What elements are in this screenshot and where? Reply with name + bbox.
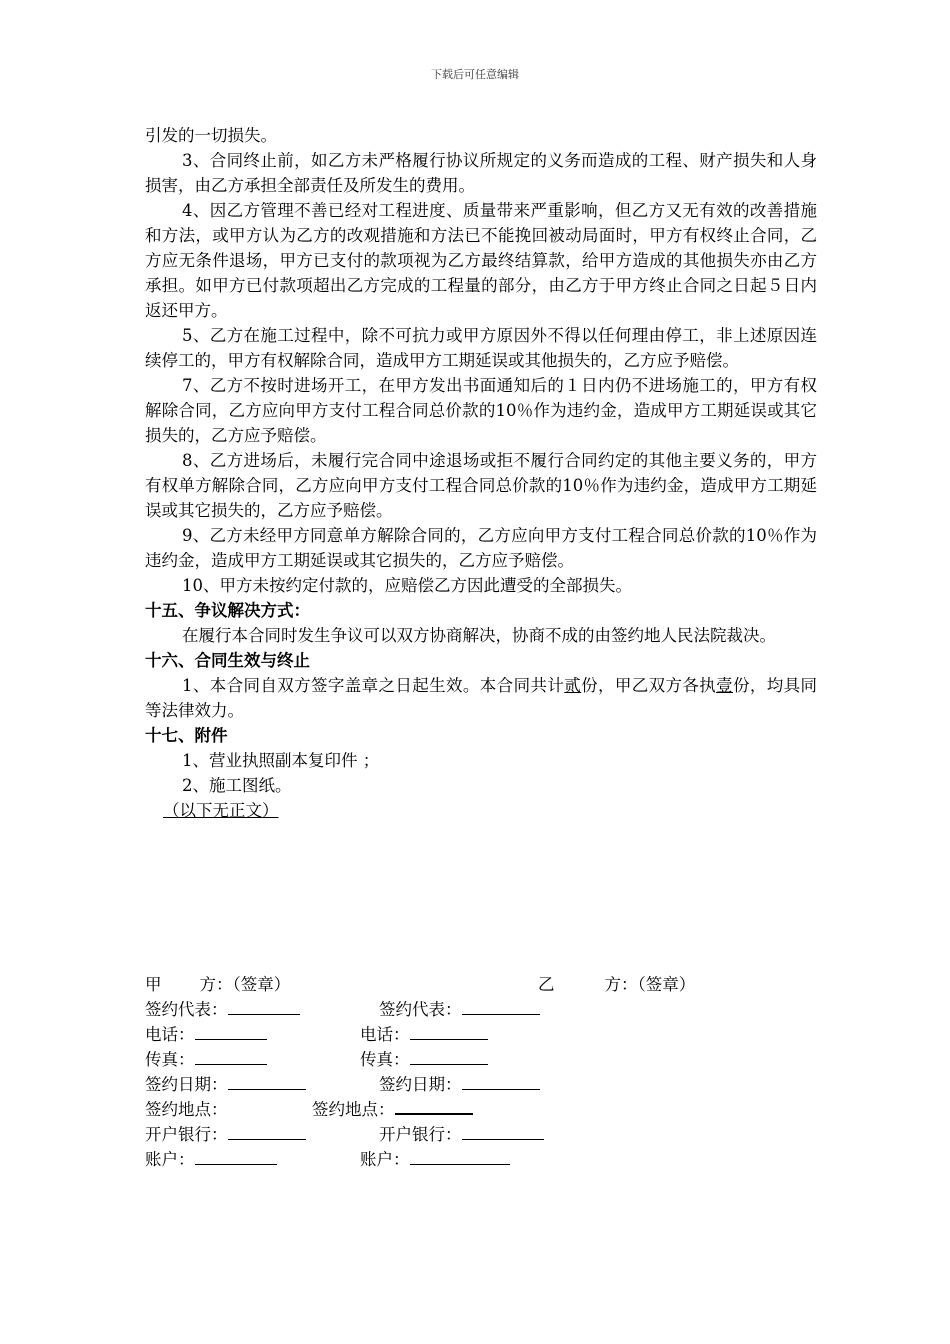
clause-10: 10、甲方未按约定付款的，应赔偿乙方因此遭受的全部损失。: [182, 576, 632, 595]
party-b-rep-field: [379, 996, 540, 1020]
party-a-account-label: 账户：: [145, 1150, 195, 1169]
copies-total: 贰: [564, 676, 582, 695]
section-15-text: 在履行本合同时发生争议可以双方协商解决，协商不成的由签约地人民法院裁决。: [182, 626, 776, 645]
party-a-phone-field: [145, 1021, 267, 1045]
party-b-fax-label: 传真：: [360, 1050, 410, 1069]
party-a-rep-field: [145, 996, 300, 1020]
party-b-date-blank[interactable]: [462, 1088, 540, 1090]
party-b-fax-field: [360, 1046, 488, 1070]
party-a-rep-blank[interactable]: [228, 1013, 300, 1015]
clause-4: 4、因乙方管理不善已经对工程进度、质量带来严重影响，但乙方又无有效的改善措施和方法，或甲方认为乙方的改观措施和方法已不能挽回被动局面时，甲方有权终止合同，乙方应无条件退场，甲方已支付的款项视为乙方最终结算款，给甲方造成的其他损失亦由乙方承担。如甲方已付款项超出乙方完成的工程量的部分，由乙方于甲方终止合同之日起５日内返还甲方。: [145, 201, 817, 320]
party-b-account-field: [360, 1146, 510, 1170]
party-b-phone-field: [360, 1021, 488, 1045]
attachment-item: 2、施工图纸。: [182, 776, 292, 795]
party-b-date-field: [379, 1071, 540, 1095]
party-a-bank-blank[interactable]: [228, 1138, 306, 1140]
party-b-title: [538, 971, 695, 995]
party-a-phone-label: 电话：: [145, 1025, 195, 1044]
clause-8: 8、乙方进场后，未履行完合同中途退场或拒不履行合同约定的其他主要义务的，甲方有权单方解除合同，乙方应向甲方支付工程合同总价款的10％作为违约金，造成甲方工期延误或其它损失的，乙方应予赔偿。: [145, 451, 817, 520]
party-b-phone-blank[interactable]: [410, 1038, 488, 1040]
party-b-fax-blank[interactable]: [410, 1063, 488, 1065]
party-a-place-field: [145, 1096, 228, 1120]
clause-7: 7、乙方不按时进场开工，在甲方发出书面通知后的１日内仍不进场施工的，甲方有权解除合同，乙方应向甲方支付工程合同总价款的10％作为违约金，造成甲方工期延误或其它损失的，乙方应予赔偿。: [145, 376, 817, 445]
party-a-fax-field: [145, 1046, 267, 1070]
party-b-bank-label: 开户银行：: [379, 1125, 462, 1144]
party-a-fax-blank[interactable]: [195, 1063, 267, 1065]
party-a-date-field: [145, 1071, 306, 1095]
party-a-date-label: 签约日期：: [145, 1075, 228, 1094]
party-b-account-blank[interactable]: [410, 1163, 510, 1165]
contract-body: [145, 123, 817, 823]
party-a-title: [145, 971, 290, 995]
copies-each: 壹: [716, 676, 734, 695]
party-a-bank-label: 开户银行：: [145, 1125, 228, 1144]
section-15-heading: 十五、争议解决方式：: [145, 601, 310, 620]
party-a-seal-label: 方：（签章）: [199, 975, 291, 994]
party-b-date-label: 签约日期：: [379, 1075, 462, 1094]
section-16-text: [145, 673, 817, 723]
party-b-seal-label: 方：（签章）: [604, 975, 696, 994]
party-a-place-label: 签约地点：: [145, 1100, 228, 1119]
party-b-account-label: 账户：: [360, 1150, 410, 1169]
party-b-place-field: [312, 1096, 473, 1120]
attachment-item: 1、营业执照副本复印件 ；: [182, 751, 380, 770]
page-header: 下载后可任意编辑: [431, 68, 519, 81]
party-a-bank-field: [145, 1121, 306, 1145]
party-b-place-label: 签约地点：: [312, 1100, 395, 1119]
party-b-char: 乙: [538, 975, 555, 994]
party-a-date-blank[interactable]: [228, 1088, 306, 1090]
party-b-bank-field: [379, 1121, 544, 1145]
end-note-text: （以下无正文）: [163, 801, 279, 820]
effect-text-b: 份，甲乙双方各执: [581, 676, 717, 695]
party-a-char: 甲: [145, 975, 162, 994]
party-b-rep-blank[interactable]: [462, 1013, 540, 1015]
section-16-heading: 十六、合同生效与终止: [145, 651, 310, 670]
clause-9: 9、乙方未经甲方同意单方解除合同的，乙方应向甲方支付工程合同总价款的10％作为违约金，造成甲方工期延误或其它损失的，乙方应予赔偿。: [145, 526, 817, 570]
effect-text-a: 1、本合同自双方签字盖章之日起生效。本合同共计: [182, 676, 565, 695]
section-17-heading: 十七、附件: [145, 726, 228, 745]
party-a-phone-blank[interactable]: [195, 1038, 267, 1040]
clause-3: 3、合同终止前，如乙方未严格履行协议所规定的义务而造成的工程、财产损失和人身损害，由乙方承担全部责任及所发生的费用。: [145, 151, 817, 195]
party-a-rep-label: 签约代表：: [145, 1000, 228, 1019]
effect-text-c: 份，均具同等法律效力。: [145, 676, 818, 720]
paragraph-continued: 引发的一切损失。: [145, 126, 277, 145]
party-b-rep-label: 签约代表：: [379, 1000, 462, 1019]
party-a-account-field: [145, 1146, 277, 1170]
party-b-phone-label: 电话：: [360, 1025, 410, 1044]
clause-5: 5、乙方在施工过程中，除不可抗力或甲方原因外不得以任何理由停工，非上述原因连续停工的，甲方有权解除合同，造成甲方工期延误或其他损失的，乙方应予赔偿。: [145, 326, 817, 370]
party-a-fax-label: 传真：: [145, 1050, 195, 1069]
party-b-bank-blank[interactable]: [462, 1138, 544, 1140]
party-b-place-blank[interactable]: [395, 1112, 473, 1115]
party-a-account-blank[interactable]: [195, 1163, 277, 1165]
end-note: [145, 798, 817, 823]
